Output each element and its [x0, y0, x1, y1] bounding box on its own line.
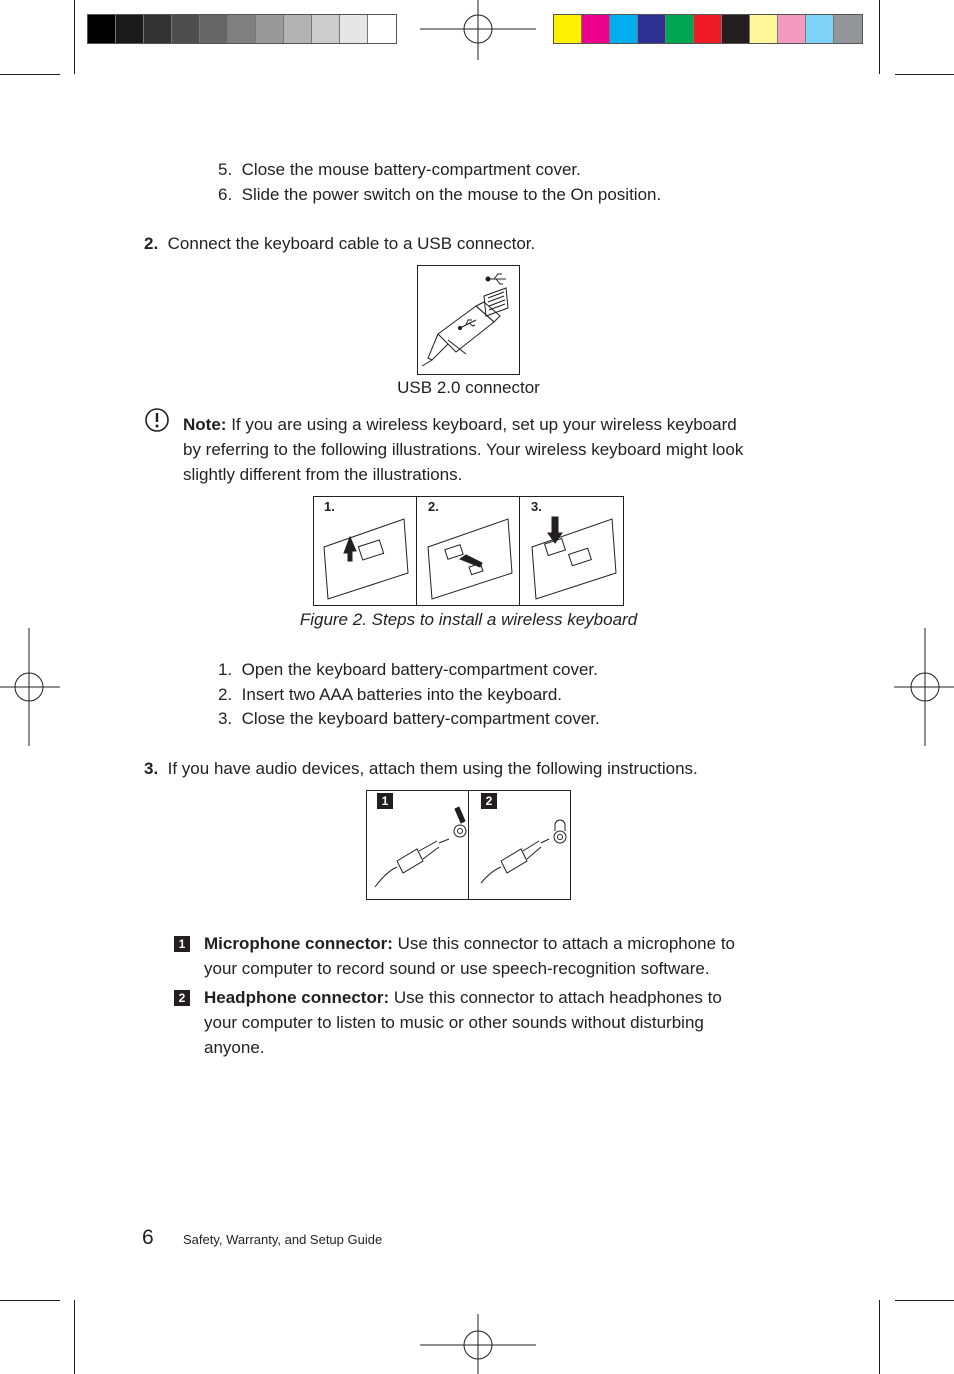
caption-text: Figure 2. Steps to install a wireless keyboard — [299, 610, 638, 629]
step-number: 3. — [144, 759, 159, 778]
attention-icon — [144, 407, 170, 433]
color-swatch — [116, 15, 144, 43]
caption-text: USB 2.0 connector — [397, 378, 540, 397]
color-swatch — [750, 15, 778, 43]
connector-text: Use this connector to attach a microphone to — [397, 934, 735, 953]
audio-connectors-figure — [366, 790, 571, 900]
connector-badge: 1 — [174, 936, 190, 952]
color-swatch — [340, 15, 368, 43]
color-swatch — [284, 15, 312, 43]
wireless-keyboard-figure — [313, 496, 624, 606]
registration-mark-top — [420, 0, 536, 60]
usb-figure-caption — [397, 378, 540, 398]
color-swatch — [666, 15, 694, 43]
panel-label: 2. — [428, 499, 439, 514]
substep-number: 1. — [218, 660, 233, 679]
connector-label: Headphone connector: — [204, 988, 390, 1007]
step-text: If you have audio devices, attach them using the following instructions. — [167, 759, 698, 778]
connector-text: Use this connector to attach headphones to — [393, 988, 722, 1007]
panel-label: 3. — [531, 499, 542, 514]
connector-label: Microphone connector: — [204, 934, 393, 953]
note-line: slightly different from the illustrations. — [183, 465, 463, 484]
color-swatch — [200, 15, 228, 43]
headphone-connector-description — [204, 985, 824, 1060]
footer-title: Safety, Warranty, and Setup Guide — [183, 1232, 383, 1247]
color-swatch — [554, 15, 582, 43]
connector-text: your computer to record sound or use speech-recognition software. — [204, 959, 710, 978]
color-swatch — [834, 15, 862, 43]
color-swatch — [694, 15, 722, 43]
wireless-step-1 — [218, 657, 598, 682]
color-swatch — [312, 15, 340, 43]
panel-badge: 1 — [377, 793, 393, 809]
registration-mark-left — [0, 628, 60, 746]
substep-text: Open the keyboard battery-compartment cover. — [241, 660, 598, 679]
substep-text: Slide the power switch on the mouse to the On position. — [241, 185, 662, 204]
connector-badge: 2 — [174, 990, 190, 1006]
connector-text: anyone. — [204, 1038, 265, 1057]
color-swatch — [722, 15, 750, 43]
note-line: If you are using a wireless keyboard, set up your wireless keyboard — [231, 415, 737, 434]
substep-text: Close the keyboard battery-compartment cover. — [241, 709, 600, 728]
substep-number: 5. — [218, 160, 233, 179]
color-swatch — [256, 15, 284, 43]
color-bar — [553, 14, 863, 44]
note-block — [183, 412, 803, 487]
color-swatch — [144, 15, 172, 43]
grayscale-bar — [87, 14, 397, 44]
color-swatch — [638, 15, 666, 43]
registration-mark-bottom — [420, 1314, 536, 1374]
color-swatch — [806, 15, 834, 43]
page-number: 6 — [142, 1226, 154, 1249]
keyboard-illustrations — [314, 497, 623, 605]
registration-mark-right — [894, 628, 954, 746]
step-2 — [144, 231, 535, 256]
color-swatch — [778, 15, 806, 43]
panel-badge: 2 — [481, 793, 497, 809]
substep-number: 6. — [218, 185, 233, 204]
usb-connector-figure — [417, 265, 520, 375]
usb-plug-illustration — [418, 266, 519, 374]
color-swatch — [582, 15, 610, 43]
audio-plug-illustrations — [367, 791, 570, 899]
substep-text: Close the mouse battery-compartment cover. — [241, 160, 581, 179]
substep-5 — [218, 157, 581, 182]
color-swatch — [88, 15, 116, 43]
substep-6 — [218, 182, 661, 207]
step-3 — [144, 756, 698, 781]
substep-text: Insert two AAA batteries into the keyboard. — [241, 685, 562, 704]
note-line: by referring to the following illustrations. Your wireless keyboard might look — [183, 440, 744, 459]
wireless-figure-caption — [253, 610, 684, 630]
panel-label: 1. — [324, 499, 335, 514]
color-swatch — [368, 15, 396, 43]
substep-number: 2. — [218, 685, 233, 704]
wireless-step-2 — [218, 682, 562, 707]
substep-number: 3. — [218, 709, 233, 728]
microphone-connector-description — [204, 931, 824, 981]
note-label: Note: — [183, 415, 227, 434]
color-swatch — [610, 15, 638, 43]
wireless-step-3 — [218, 706, 600, 731]
step-text: Connect the keyboard cable to a USB connector. — [167, 234, 536, 253]
color-swatch — [172, 15, 200, 43]
step-number: 2. — [144, 234, 159, 253]
connector-text: your computer to listen to music or other sounds without disturbing — [204, 1013, 704, 1032]
color-swatch — [228, 15, 256, 43]
